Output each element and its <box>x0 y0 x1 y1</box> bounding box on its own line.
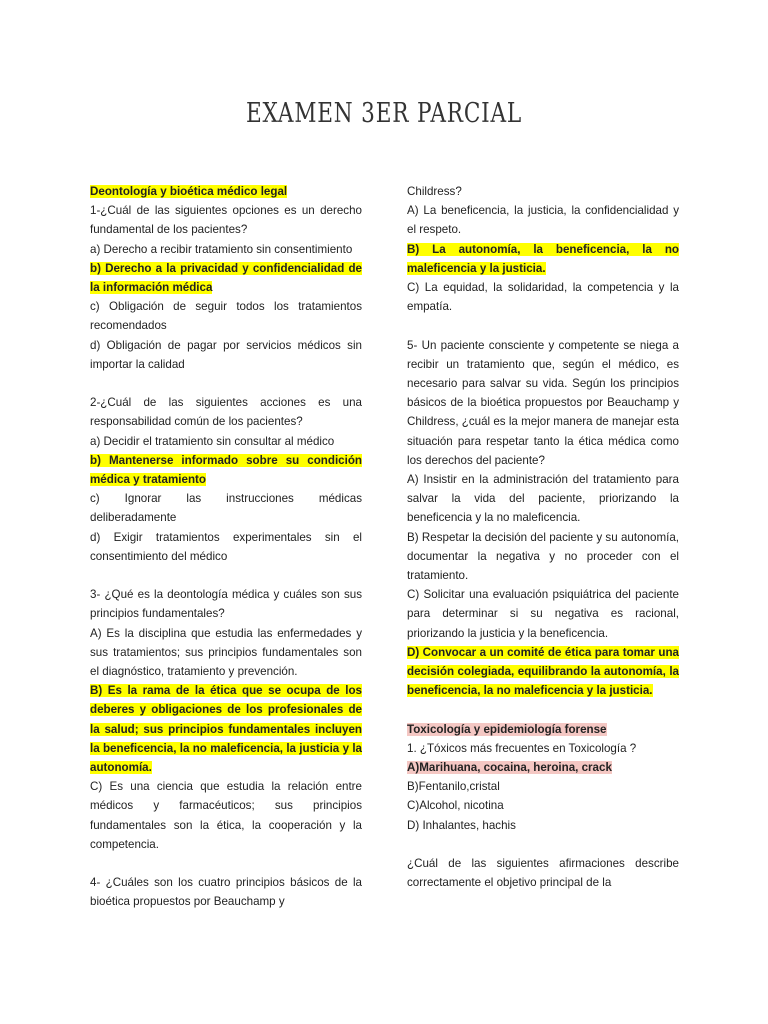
q2-option-a: a) Decidir el tratamiento sin consultar al médico <box>90 434 335 448</box>
question-1: 1-¿Cuál de las siguientes opciones es un derecho fundamental de los pacientes? <box>90 204 362 237</box>
q4-option-a: A) La beneficencia, la justicia, la confidencialidad y el respeto. <box>407 204 679 237</box>
question-4-start: 4- ¿Cuáles son los cuatro principios básicos de la bioética propuestos por Beauchamp y <box>90 876 362 909</box>
q2-option-b-correct: b) Mantenerse informado sobre su condición médica y tratamiento <box>90 453 362 487</box>
q5-option-a: A) Insistir en la administración del tratamiento para salvar la vida del paciente, priorizando la beneficencia y la no maleficencia. <box>407 473 679 525</box>
q1-option-d: d) Obligación de pagar por servicios médicos sin importar la calidad <box>90 338 362 371</box>
q5-option-b: B) Respetar la decisión del paciente y su autonomía, documentar la negativa y no proceder con el tratamiento. <box>407 530 679 583</box>
section-heading-toxicologia: Toxicología y epidemiología forense <box>407 722 607 736</box>
tox-question-2-start: ¿Cuál de las siguientes afirmaciones describe correctamente el objetivo principal de la <box>407 857 679 890</box>
q3-option-c: C) Es una ciencia que estudia la relación entre médicos y farmacéuticos; sus principios fundamentales son la ética, la cooperación y la competencia. <box>90 780 362 851</box>
question-5: 5- Un paciente consciente y competente se niega a recibir un tratamiento que, según el médico, es necesario para salvar su vida. Según los principios básicos de la bioética propuestos por Beauchamp y Childress, ¿cuál es la mejor manera de manejar esta situación para respetar tanto la ética médica como los derechos del paciente? <box>407 338 679 467</box>
q1-option-c: c) Obligación de seguir todos los tratamientos recomendados <box>90 300 362 333</box>
right-column <box>407 182 679 892</box>
tox-q1-option-a-correct: A)Marihuana, cocaina, heroina, crack <box>407 761 612 775</box>
q5-option-d-correct: D) Convocar a un comité de ética para tomar una decisión colegiada, equilibrando la autonomía, la beneficencia, la no maleficencia y la justicia. <box>407 645 679 698</box>
section-heading-deontologia: Deontología y bioética médico legal <box>90 185 288 198</box>
q5-option-c: C) Solicitar una evaluación psiquiátrica del paciente para determinar si su negativa es racional, priorizando la justicia y la beneficencia. <box>407 588 679 640</box>
left-column <box>90 182 362 912</box>
question-2: 2-¿Cuál de las siguientes acciones es una responsabilidad común de los pacientes? <box>90 396 362 429</box>
tox-q1-option-c: C)Alcohol, nicotina <box>407 799 504 813</box>
q4-option-c: C) La equidad, la solidaridad, la competencia y la empatía. <box>407 281 679 314</box>
tox-q1-option-b: B)Fentanilo,cristal <box>407 780 500 794</box>
q3-option-b-correct: B) Es la rama de la ética que se ocupa de los deberes y obligaciones de los profesionales de la salud; sus principios fundamentales incluyen la beneficencia, la no maleficencia, la justicia y la autonomía. <box>90 684 362 775</box>
q4-option-b-correct: B) La autonomía, la beneficencia, la no maleficencia y la justicia. <box>407 242 679 275</box>
q3-option-a: A) Es la disciplina que estudia las enfermedades y sus tratamientos; sus principios fundamentales son el diagnóstico, tratamiento y prevención. <box>90 626 362 679</box>
q2-option-c: c) Ignorar las instrucciones médicas deliberadamente <box>90 492 362 525</box>
question-4-end: Childress? <box>407 185 462 198</box>
tox-q1-option-d: D) Inhalantes, hachis <box>407 818 516 832</box>
tox-question-1: 1. ¿Tóxicos más frecuentes en Toxicología ? <box>407 741 637 755</box>
page-title: EXAMEN 3ER PARCIAL <box>245 98 523 129</box>
q2-option-d: d) Exigir tratamientos experimentales sin el consentimiento del médico <box>90 530 362 563</box>
question-3: 3- ¿Qué es la deontología médica y cuáles son sus principios fundamentales? <box>90 588 362 621</box>
q1-option-a: a) Derecho a recibir tratamiento sin consentimiento <box>90 242 353 256</box>
q1-option-b-correct: b) Derecho a la privacidad y confidencialidad de la información médica <box>90 261 362 295</box>
